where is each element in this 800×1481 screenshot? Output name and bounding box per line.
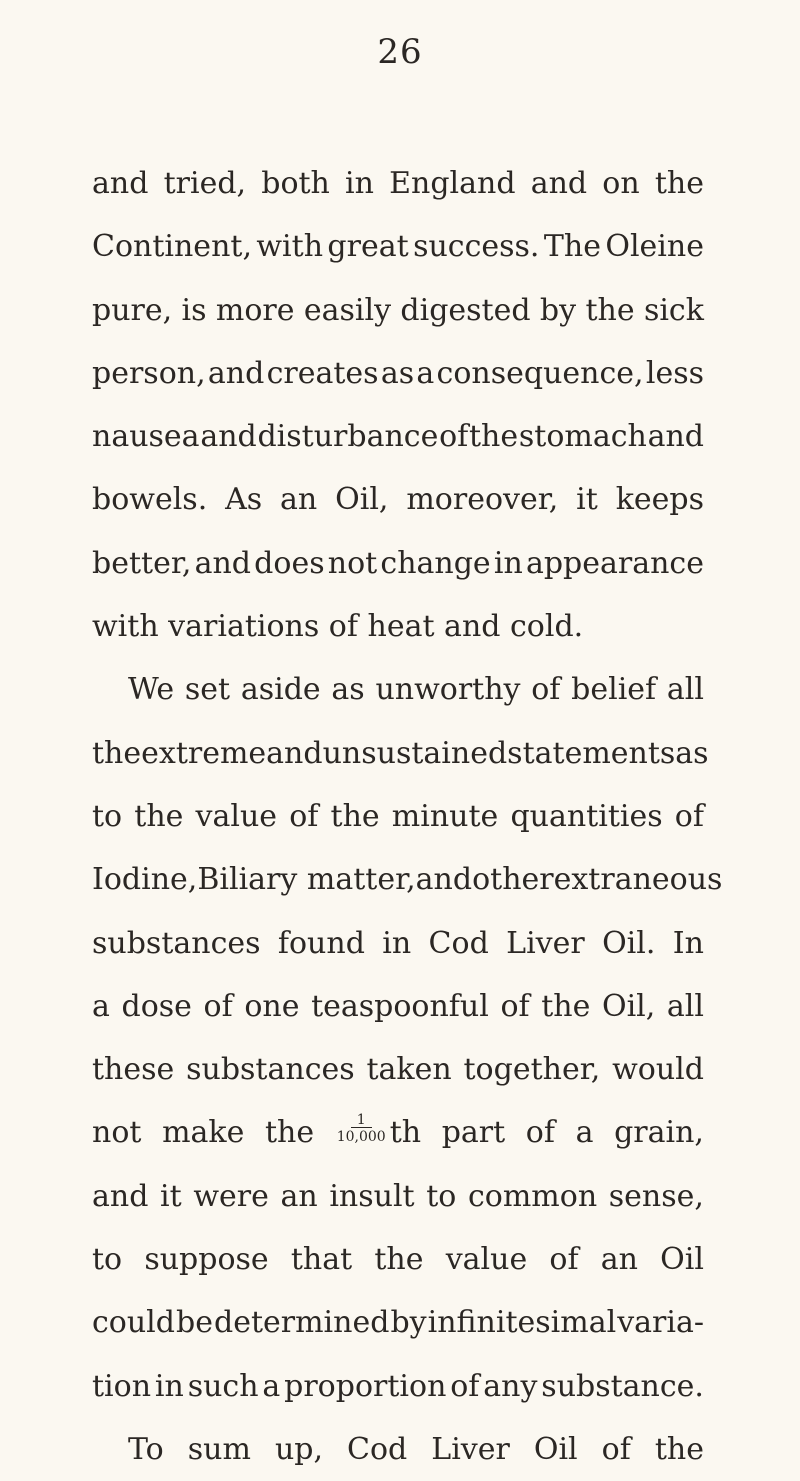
word: of bbox=[531, 672, 561, 708]
word: the bbox=[134, 798, 184, 834]
word: the bbox=[330, 798, 380, 834]
word: consequence, bbox=[436, 355, 644, 391]
text-line bbox=[92, 1101, 704, 1164]
word: an bbox=[600, 1242, 638, 1278]
word: as bbox=[380, 355, 415, 391]
word: on bbox=[602, 166, 640, 201]
word: The bbox=[543, 229, 601, 265]
word: part bbox=[441, 1115, 506, 1151]
word: less bbox=[645, 355, 704, 391]
word: in bbox=[493, 545, 523, 581]
word: belief bbox=[571, 672, 657, 708]
word: the bbox=[585, 292, 635, 328]
word: is bbox=[181, 292, 207, 328]
text-line bbox=[92, 785, 704, 848]
word: by bbox=[390, 1305, 427, 1341]
word: of bbox=[450, 1368, 480, 1404]
text-line bbox=[92, 595, 704, 658]
word: appearance bbox=[525, 545, 704, 581]
word: Oil, bbox=[601, 988, 656, 1024]
word: and bbox=[92, 1178, 149, 1214]
word: taken bbox=[366, 1052, 452, 1088]
word: change bbox=[380, 545, 491, 581]
word: such bbox=[187, 1368, 259, 1404]
word: in bbox=[345, 166, 374, 201]
word: unworthy bbox=[375, 672, 521, 708]
word: Cod bbox=[428, 925, 489, 961]
word: grain, bbox=[614, 1115, 704, 1151]
text-line bbox=[92, 1418, 704, 1481]
word: as bbox=[675, 735, 709, 771]
word: set bbox=[184, 672, 231, 708]
text-line bbox=[92, 532, 704, 595]
word: could bbox=[92, 1305, 175, 1341]
word: easily bbox=[303, 292, 392, 328]
word: sense, bbox=[608, 1178, 704, 1214]
word: and bbox=[200, 419, 257, 455]
word: In bbox=[672, 925, 704, 961]
word: to bbox=[92, 1242, 123, 1278]
word: As bbox=[225, 482, 263, 518]
word: the bbox=[374, 1242, 424, 1278]
word: infinitesimal bbox=[427, 1305, 617, 1341]
word: of bbox=[525, 1115, 555, 1151]
word: sum bbox=[187, 1431, 251, 1467]
word: person, bbox=[92, 355, 206, 391]
word: it bbox=[160, 1178, 182, 1214]
word: up, bbox=[274, 1431, 324, 1467]
word: an bbox=[280, 1178, 318, 1214]
word: in bbox=[382, 925, 412, 961]
word: all bbox=[666, 672, 704, 708]
text-line bbox=[92, 1228, 704, 1291]
text-line bbox=[92, 342, 704, 405]
word: extreme bbox=[141, 735, 267, 771]
word: Oil bbox=[533, 1431, 578, 1467]
word: tion bbox=[92, 1368, 152, 1404]
text-line bbox=[92, 405, 704, 468]
word: value bbox=[445, 1242, 528, 1278]
word: of bbox=[549, 1242, 579, 1278]
word: as bbox=[331, 672, 365, 708]
word: suppose bbox=[144, 1242, 269, 1278]
word: substances bbox=[92, 925, 261, 961]
word: creates bbox=[266, 355, 379, 391]
word: the bbox=[541, 988, 591, 1024]
word: make bbox=[162, 1115, 245, 1151]
word: with bbox=[256, 229, 324, 265]
word: moreover, bbox=[406, 482, 559, 518]
word: of bbox=[500, 988, 530, 1024]
word: statements bbox=[507, 735, 676, 771]
text-line bbox=[92, 848, 723, 911]
word: in bbox=[154, 1368, 184, 1404]
word: unsustained bbox=[322, 735, 508, 771]
word: To bbox=[128, 1431, 164, 1467]
word: common bbox=[468, 1178, 598, 1214]
word: it bbox=[576, 482, 598, 518]
word: the bbox=[264, 1115, 315, 1151]
text-line bbox=[92, 722, 709, 785]
text-line bbox=[92, 215, 704, 278]
text-line bbox=[92, 1165, 704, 1228]
word: more bbox=[215, 292, 295, 328]
word: success. bbox=[413, 229, 540, 265]
fraction bbox=[335, 1101, 421, 1164]
word: together, bbox=[463, 1052, 601, 1088]
word: an bbox=[280, 482, 318, 518]
word: any bbox=[483, 1368, 538, 1404]
word: by bbox=[539, 292, 577, 328]
word: better, bbox=[92, 545, 192, 581]
word: of bbox=[674, 798, 704, 834]
body-text bbox=[92, 152, 723, 1481]
word: Oil bbox=[660, 1242, 704, 1278]
word: with variations of heat and cold. bbox=[92, 609, 584, 645]
word: of bbox=[439, 419, 469, 455]
word: nausea bbox=[92, 419, 200, 455]
word: that bbox=[290, 1242, 353, 1278]
word: keeps bbox=[615, 482, 704, 518]
word: and bbox=[266, 735, 323, 771]
text-line bbox=[92, 1291, 704, 1354]
word: and bbox=[92, 166, 149, 201]
word: Liver bbox=[506, 925, 585, 961]
word: one bbox=[244, 988, 300, 1024]
word: to bbox=[92, 798, 123, 834]
word: We bbox=[128, 672, 175, 708]
word: minute bbox=[391, 798, 499, 834]
word: Oil. bbox=[602, 925, 656, 961]
word: of bbox=[289, 798, 319, 834]
word: varia- bbox=[617, 1305, 704, 1341]
word: Oil, bbox=[335, 482, 389, 518]
word: does bbox=[254, 545, 325, 581]
text-line bbox=[92, 912, 704, 975]
word: substance. bbox=[541, 1368, 704, 1404]
fraction-suffix: th bbox=[389, 1115, 422, 1151]
word: a bbox=[92, 988, 110, 1024]
word: determined bbox=[213, 1305, 390, 1341]
word: the bbox=[92, 735, 142, 771]
word: bowels. bbox=[92, 482, 208, 518]
word: Biliary matter, bbox=[197, 862, 416, 898]
word: were bbox=[193, 1178, 269, 1214]
word: and bbox=[415, 862, 473, 898]
word: great bbox=[327, 229, 409, 265]
word: and bbox=[647, 419, 704, 455]
word: a bbox=[262, 1368, 281, 1404]
word: and bbox=[194, 545, 251, 581]
word: all bbox=[666, 988, 704, 1024]
word: and bbox=[207, 355, 265, 391]
word: England bbox=[389, 166, 516, 201]
word: other bbox=[472, 862, 554, 898]
fraction-numerator: 1 bbox=[351, 1113, 372, 1128]
page-number: 26 bbox=[377, 32, 423, 72]
word: Liver bbox=[431, 1431, 510, 1467]
word: pure, bbox=[92, 292, 173, 328]
word: proportion bbox=[284, 1368, 447, 1404]
word: a bbox=[575, 1115, 594, 1151]
word: aside bbox=[240, 672, 321, 708]
word: Iodine, bbox=[92, 862, 198, 898]
word: sick bbox=[643, 292, 704, 328]
word: Cod bbox=[347, 1431, 408, 1467]
word: Oleine bbox=[605, 229, 704, 265]
word: to bbox=[426, 1178, 457, 1214]
word: not bbox=[92, 1115, 142, 1151]
word: value bbox=[195, 798, 278, 834]
word: the bbox=[654, 1431, 704, 1467]
text-line bbox=[92, 1038, 704, 1101]
text-line bbox=[92, 279, 704, 342]
text-line bbox=[92, 658, 704, 721]
word: tried, bbox=[163, 166, 247, 201]
word: dose bbox=[121, 988, 192, 1024]
word: and bbox=[530, 166, 588, 201]
word: found bbox=[277, 925, 365, 961]
fraction-denominator: 10,000 bbox=[336, 1128, 386, 1145]
word: teaspoonful bbox=[311, 988, 489, 1024]
word: the bbox=[469, 419, 519, 455]
word: of bbox=[203, 988, 233, 1024]
word: Continent, bbox=[92, 229, 252, 265]
word: extraneous bbox=[553, 862, 723, 898]
word: substances bbox=[186, 1052, 355, 1088]
word: these bbox=[92, 1052, 175, 1088]
text-line bbox=[92, 468, 704, 531]
text-line bbox=[92, 975, 704, 1038]
word: quantities bbox=[510, 798, 663, 834]
word: digested bbox=[400, 292, 531, 328]
word: both bbox=[261, 166, 330, 201]
text-line bbox=[92, 1355, 704, 1418]
word: would bbox=[612, 1052, 704, 1088]
word: a bbox=[416, 355, 435, 391]
word: the bbox=[654, 166, 704, 201]
word: disturbance bbox=[257, 419, 439, 455]
word: of bbox=[601, 1431, 631, 1467]
word: not bbox=[327, 545, 378, 581]
word: insult bbox=[329, 1178, 415, 1214]
text-line bbox=[92, 152, 704, 215]
word: be bbox=[176, 1305, 213, 1341]
word: stomach bbox=[518, 419, 647, 455]
